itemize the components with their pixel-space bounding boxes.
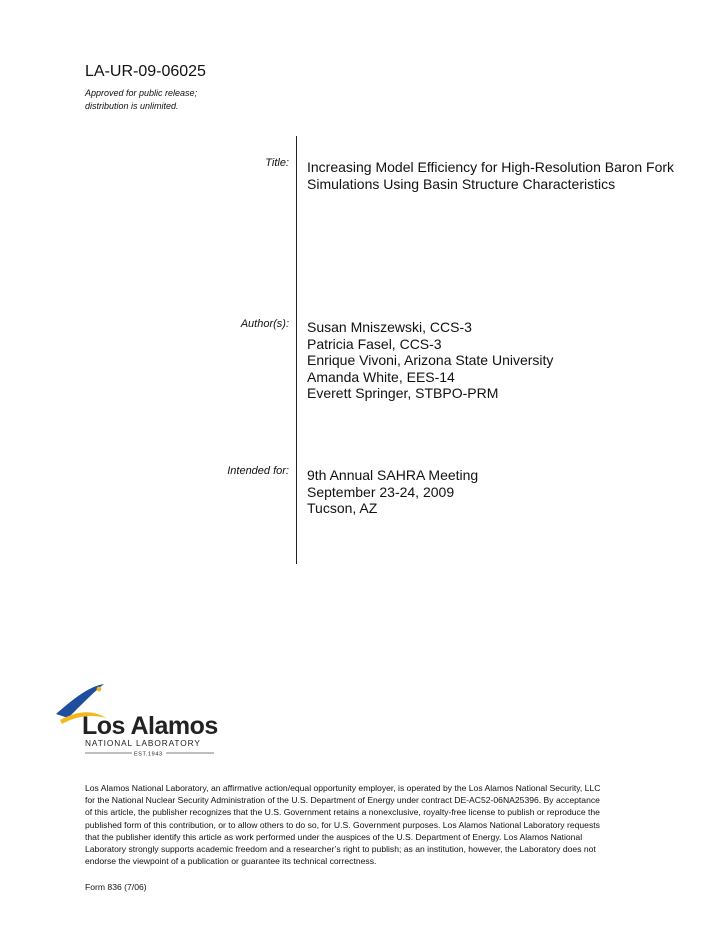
authors-list: [307, 319, 553, 402]
report-number: LA-UR-09-06025: [85, 63, 206, 80]
intended-label: Intended for:: [227, 465, 289, 477]
disclaimer-line: for the National Nuclear Security Administration of the U.S. Department of Energy under contract DE-AC52-06NA25396. By acceptance: [85, 795, 600, 806]
title-line: Simulations Using Basin Structure Characteristics: [307, 175, 616, 192]
logo-dot: [97, 687, 102, 692]
logo-subtitle: NATIONAL LABORATORY: [85, 738, 201, 748]
logo-wordmark: Los Alamos: [82, 712, 218, 740]
authors-label: Author(s):: [240, 318, 289, 330]
intended-line: September 23-24, 2009: [307, 483, 455, 500]
intended-line: Tucson, AZ: [307, 500, 378, 516]
title-line: Increasing Model Efficiency for High-Resolution Baron Fork: [307, 159, 675, 175]
disclaimer-line: endorse the viewpoint of a publication or guarantee its technical correctness.: [85, 856, 377, 867]
author-item: Susan Mniszewski, CCS-3: [307, 319, 472, 335]
disclaimer-line: Los Alamos National Laboratory, an affirmative action/equal opportunity employer, is operated by the Los Alamos National Security, LLC: [85, 783, 601, 793]
title-value: [307, 159, 674, 192]
intended-line: 9th Annual SAHRA Meeting: [307, 467, 479, 483]
disclaimer-line: that the publisher identify this article as work performed under the auspices of the U.S. Department of Energy. Los Alamos National: [85, 831, 583, 842]
author-item: Patricia Fasel, CCS-3: [307, 335, 442, 352]
los-alamos-logo: [54, 680, 224, 760]
logo-established: EST.1943: [134, 751, 163, 758]
vertical-divider: [296, 136, 297, 564]
intended-value: [307, 467, 478, 517]
release-line: distribution is unlimited.: [85, 101, 179, 111]
author-item: Everett Springer, STBPO-PRM: [307, 385, 499, 401]
author-item: Enrique Vivoni, Arizona State University: [307, 352, 554, 368]
disclaimer: [85, 782, 660, 867]
release-notice: [85, 87, 197, 113]
disclaimer-line: Laboratory strongly supports academic freedom and a researcher’s right to publish; as an institution, however, the Laboratory does not: [85, 844, 596, 855]
author-item: Amanda White, EES-14: [307, 368, 455, 385]
disclaimer-line: of this article, the publisher recognizes that the U.S. Government retains a nonexclusive, royalty-free license to publish or reproduce the: [85, 807, 600, 818]
release-line: Approved for public release;: [85, 88, 198, 98]
title-label: Title:: [265, 157, 289, 169]
form-number: Form 836 (7/06): [85, 882, 147, 892]
disclaimer-line: published form of this contribution, or to allow others to do so, for U.S. Government purposes. Los Alamos National Laboratory requests: [85, 819, 600, 830]
